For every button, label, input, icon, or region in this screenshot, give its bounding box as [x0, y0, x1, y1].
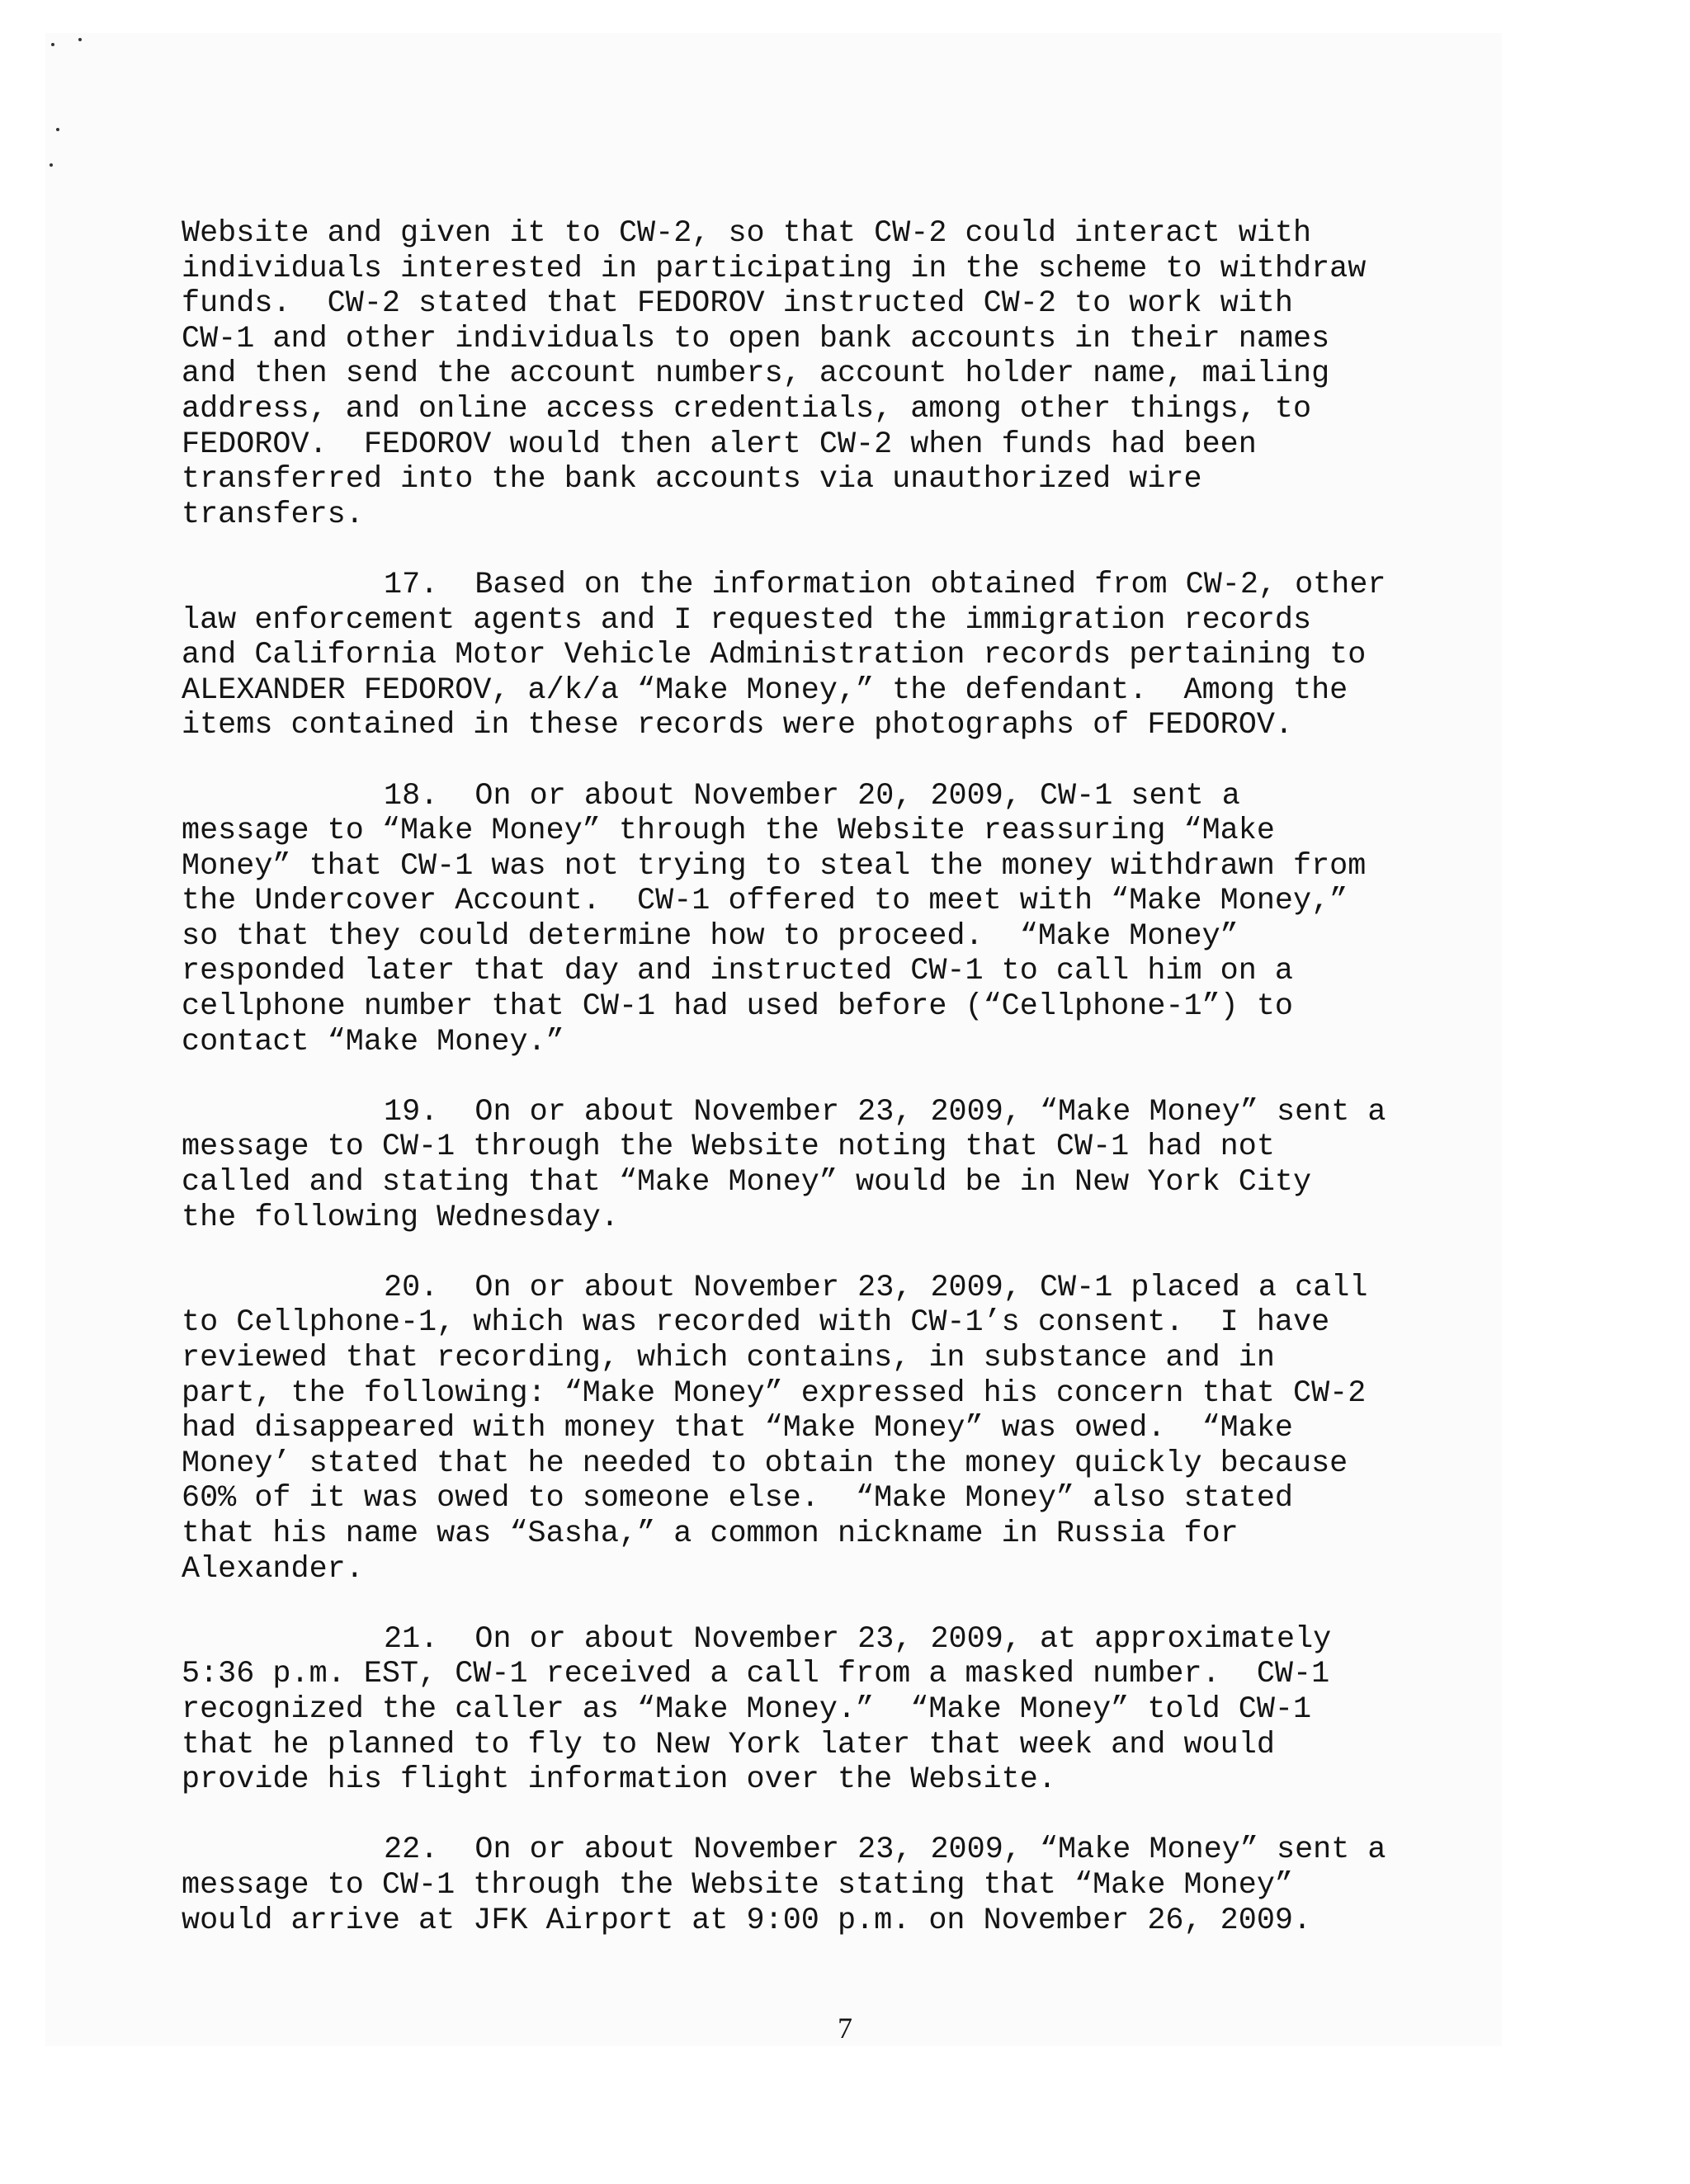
text-line: message to “Make Money” through the Website reassuring “Make [182, 814, 1275, 849]
text-line: recognized the caller as “Make Money.” “Make Money” told CW-1 [182, 1691, 1312, 1727]
text-line: to Cellphone-1, which was recorded with CW-1’s consent. I have [182, 1305, 1330, 1341]
paragraph [182, 216, 1518, 532]
line-text: Based on the information obtained from CW-2, other [474, 567, 1386, 602]
text-line: and then send the account numbers, account holder name, mailing [182, 356, 1330, 392]
text-line [182, 1622, 1518, 1658]
line-text: On or about November 23, 2009, “Make Money” sent a [474, 1833, 1386, 1868]
text-line: CW-1 and other individuals to open bank accounts in their names [182, 321, 1330, 356]
text-line: 60% of it was owed to someone else. “Make Money” also stated [182, 1481, 1293, 1517]
text-line: individuals interested in participating in the scheme to withdraw [182, 251, 1367, 286]
text-line: address, and online access credentials, among other things, to [182, 391, 1312, 427]
text-line: would arrive at JFK Airport at 9:00 p.m. on November 26, 2009. [182, 1903, 1312, 1938]
text-line: that he planned to fly to New York later that week and would [182, 1727, 1275, 1762]
text-line: responded later that day and instructed CW-1 to call him on a [182, 954, 1293, 989]
text-line: had disappeared with money that “Make Money” was owed. “Make [182, 1411, 1293, 1446]
paragraph-number: 20. [384, 1270, 439, 1305]
text-line: Website and given it to CW-2, so that CW-2 could interact with [182, 216, 1312, 251]
text-line: Alexander. [182, 1551, 364, 1587]
text-line: funds. CW-2 stated that FEDOROV instructed CW-2 to work with [182, 286, 1293, 322]
text-line: message to CW-1 through the Website noting that CW-1 had not [182, 1130, 1275, 1165]
text-line: cellphone number that CW-1 had used before (“Cellphone-1”) to [182, 989, 1293, 1025]
text-line: the following Wednesday. [182, 1200, 619, 1235]
paragraph [182, 779, 1518, 1060]
text-line: part, the following: “Make Money” expressed his concern that CW-2 [182, 1375, 1367, 1411]
scan-speck [78, 38, 82, 41]
text-line: items contained in these records were photographs of FEDOROV. [182, 708, 1293, 743]
text-line: provide his flight information over the Website. [182, 1762, 1056, 1798]
text-line: called and stating that “Make Money” would be in New York City [182, 1165, 1312, 1200]
paragraph-number: 21. [384, 1621, 439, 1657]
page-number: 7 [838, 2012, 852, 2045]
paragraph-number: 17. [384, 567, 439, 602]
text-line: that his name was “Sasha,” a common nickname in Russia for [182, 1516, 1239, 1551]
text-line: Money” that CW-1 was not trying to steal the money withdrawn from [182, 848, 1367, 884]
text-line: ALEXANDER FEDOROV, a/k/a “Make Money,” the defendant. Among the [182, 672, 1348, 708]
text-line: so that they could determine how to proceed. “Make Money” [182, 918, 1239, 954]
line-text: On or about November 23, 2009, “Make Money” sent a [474, 1094, 1386, 1130]
scan-speck [50, 163, 53, 167]
text-line [182, 568, 1518, 603]
paragraph [182, 1271, 1518, 1587]
text-line [182, 1271, 1518, 1306]
line-text: On or about November 23, 2009, at approximately [474, 1621, 1332, 1657]
paragraph-number: 18. [384, 778, 439, 814]
paragraph [182, 568, 1518, 743]
paragraph-number: 19. [384, 1094, 439, 1130]
text-line: Money’ stated that he needed to obtain the money quickly because [182, 1446, 1348, 1481]
text-line: message to CW-1 through the Website stating that “Make Money” [182, 1867, 1293, 1903]
text-line [182, 779, 1518, 814]
line-text: On or about November 23, 2009, CW-1 placed a call [474, 1270, 1368, 1305]
text-line: FEDOROV. FEDOROV would then alert CW-2 when funds had been [182, 427, 1257, 462]
text-line [182, 1833, 1518, 1868]
text-line: contact “Make Money.” [182, 1024, 564, 1059]
paragraph [182, 1833, 1518, 1938]
text-line: law enforcement agents and I requested the immigration records [182, 602, 1312, 638]
text-line: and California Motor Vehicle Administration records pertaining to [182, 638, 1367, 673]
paragraph-number: 22. [384, 1833, 439, 1868]
text-line: 5:36 p.m. EST, CW-1 received a call from a masked number. CW-1 [182, 1657, 1330, 1692]
scan-speck [51, 43, 54, 46]
text-line: transferred into the bank accounts via unauthorized wire [182, 462, 1202, 498]
document-body [182, 216, 1518, 1974]
text-line: reviewed that recording, which contains, in substance and in [182, 1341, 1275, 1375]
paragraph [182, 1095, 1518, 1235]
text-line [182, 1095, 1518, 1130]
scan-speck [56, 128, 59, 131]
paragraph [182, 1622, 1518, 1798]
text-line: transfers. [182, 497, 364, 532]
text-line: the Undercover Account. CW-1 offered to meet with “Make Money,” [182, 884, 1348, 919]
line-text: On or about November 20, 2009, CW-1 sent a [474, 778, 1240, 814]
